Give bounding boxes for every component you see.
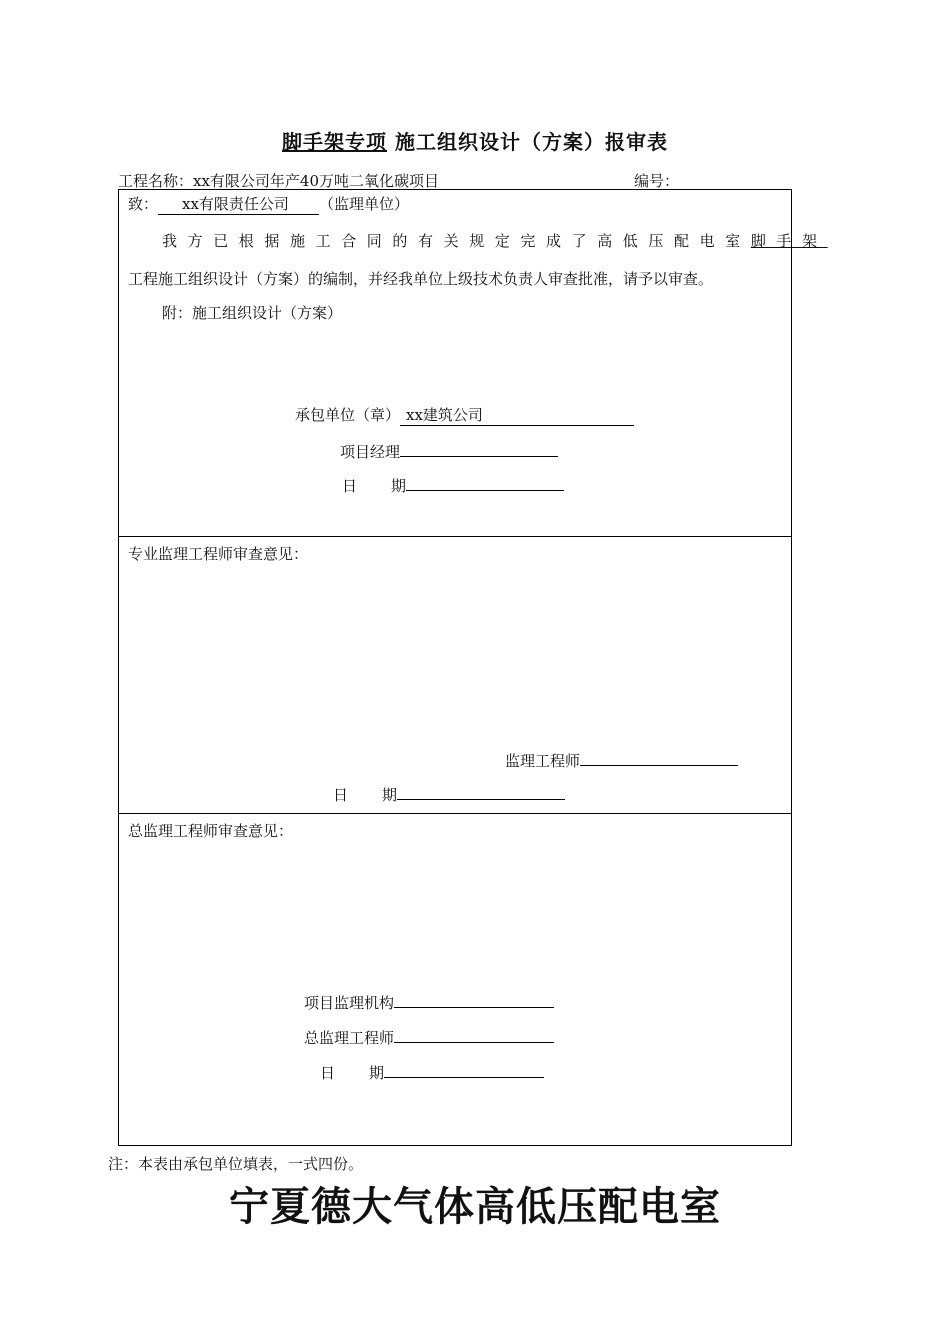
project-manager-signature-line	[400, 440, 558, 457]
date-line-1	[406, 474, 564, 491]
date-label-b: 期	[391, 477, 407, 495]
form-title	[0, 126, 950, 155]
attachment-line: 附：施工组织设计（方案）	[162, 304, 343, 322]
body-line-1	[162, 230, 828, 251]
document-big-title: 宁夏德大气体高低压配电室	[229, 1184, 721, 1230]
project-name: xx有限公司年产40万吨二氧化碳项目	[193, 172, 440, 190]
project-manager-label: 项目经理	[340, 443, 401, 461]
contractor-label: 承包单位（章）	[295, 406, 401, 424]
body-line-2: 工程施工组织设计（方案）的编制，并经我单位上级技术负责人审查批准，请予以审查。	[128, 270, 714, 288]
title-rest: 施工组织设计（方案）报审表	[394, 130, 668, 154]
engineer-row	[505, 749, 738, 771]
date-label-b: 期	[369, 1064, 385, 1082]
date-row-2	[333, 783, 565, 805]
engineer-signature-line	[580, 749, 738, 766]
contractor-row	[295, 404, 634, 426]
engineer-review-heading: 专业监理工程师审查意见：	[128, 545, 309, 563]
serial-number-label: 编号：	[634, 172, 680, 190]
project-manager-row	[340, 440, 558, 462]
project-label: 工程名称：	[118, 172, 194, 190]
date-line-3	[384, 1061, 544, 1078]
chief-engineer-line	[394, 1026, 554, 1043]
footnote: 注：本表由承包单位填表，一式四份。	[108, 1155, 364, 1173]
date-label-a: 日	[333, 786, 349, 804]
to-prefix: 致：	[128, 195, 159, 213]
supervision-org-line	[394, 991, 554, 1008]
date-row-1	[342, 474, 564, 496]
date-label-a: 日	[320, 1064, 336, 1082]
engineer-label: 监理工程师	[505, 752, 581, 770]
project-name-row	[118, 170, 439, 191]
supervision-unit: xx有限责任公司	[158, 193, 319, 215]
contractor-value: xx建筑公司	[400, 404, 634, 426]
date-label-b: 期	[382, 786, 398, 804]
section-divider-1	[118, 536, 792, 537]
addressee-row	[128, 193, 409, 215]
title-scaffold: 脚手架专项	[282, 130, 388, 154]
body-line-1-text: 我方已根据施工合同的有关规定完成了高低压配电室	[162, 232, 751, 250]
supervision-org-label: 项目监理机构	[304, 994, 395, 1012]
chief-engineer-row	[304, 1026, 554, 1048]
to-suffix: （监理单位）	[318, 195, 409, 213]
chief-engineer-label: 总监理工程师	[304, 1029, 395, 1047]
section-divider-2	[118, 813, 792, 814]
date-label-a: 日	[342, 477, 358, 495]
date-row-3	[320, 1061, 544, 1083]
chief-review-heading: 总监理工程师审查意见：	[128, 822, 294, 840]
supervision-org-row	[304, 991, 554, 1013]
body-line-1-scaffold: 脚手架	[750, 232, 828, 250]
date-line-2	[397, 783, 565, 800]
